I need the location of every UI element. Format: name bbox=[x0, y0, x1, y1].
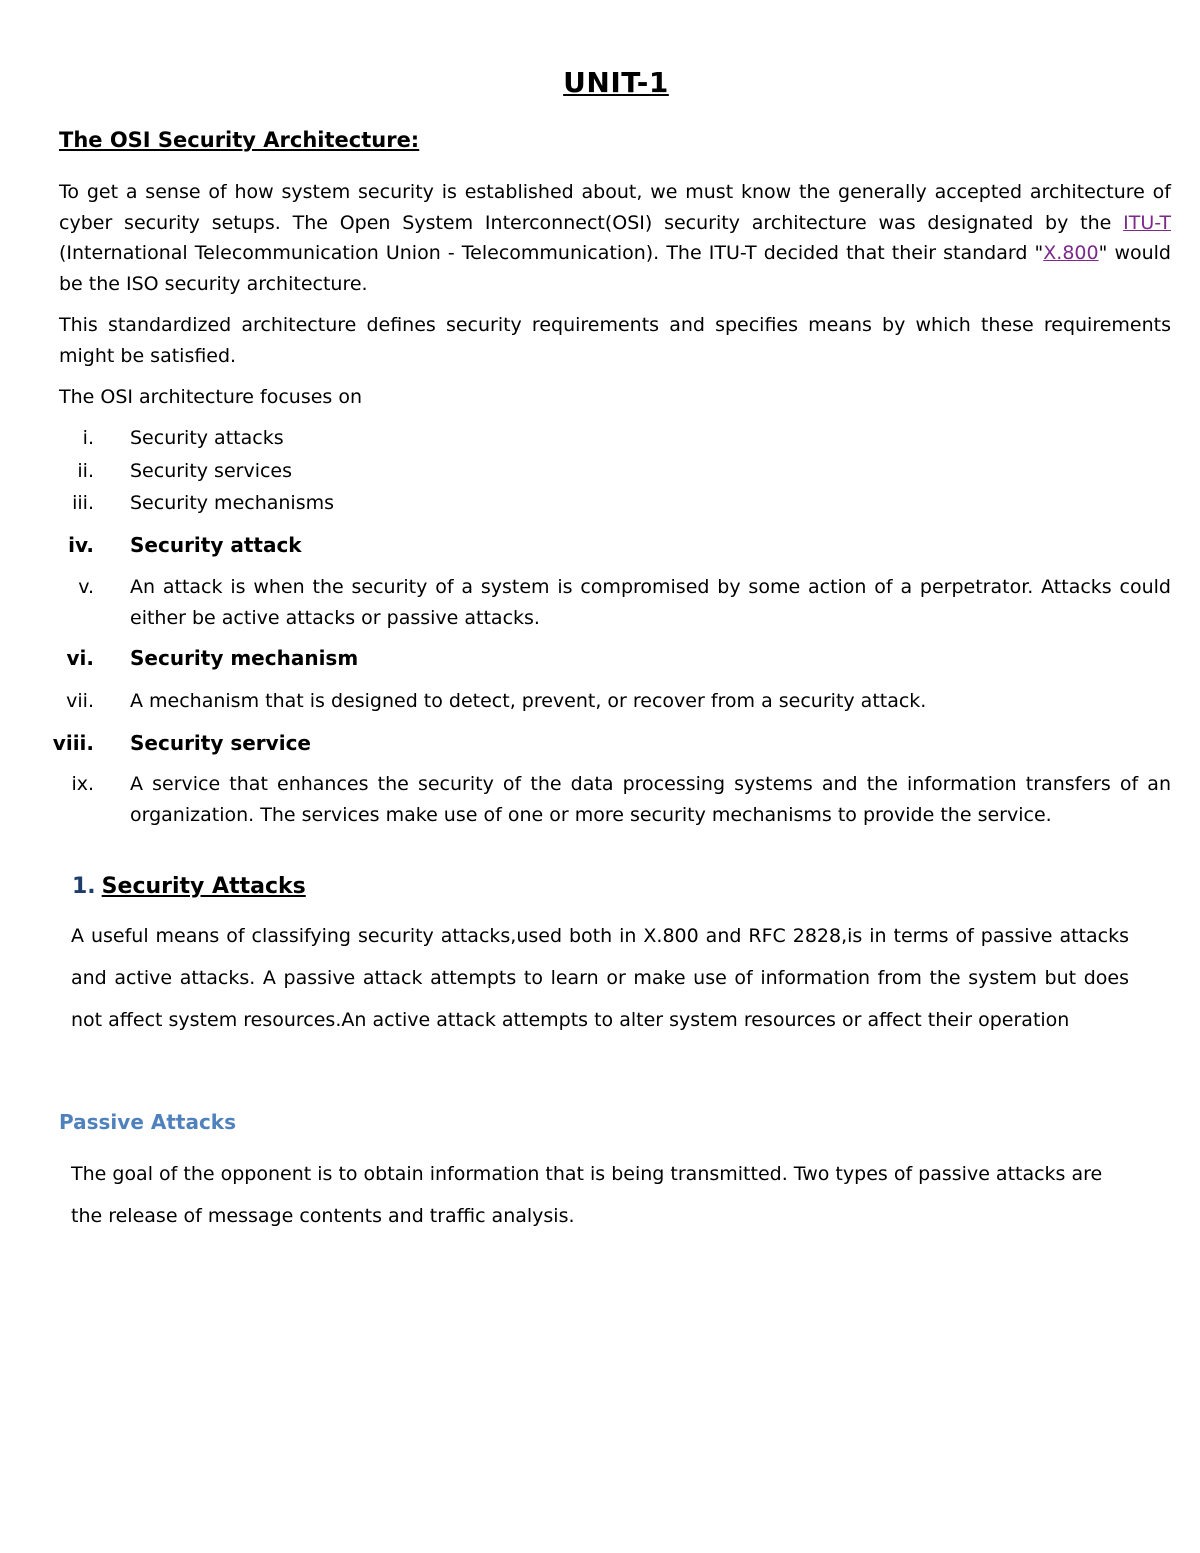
section-number: 1. bbox=[72, 874, 96, 899]
list-number: vi. bbox=[66, 646, 94, 670]
list-number: ii. bbox=[77, 460, 94, 482]
itu-t-link[interactable]: ITU-T bbox=[1123, 211, 1171, 234]
list-number: iii. bbox=[72, 492, 94, 514]
list-text: A mechanism that is designed to detect, prevent, or recover from a security attack. bbox=[130, 690, 927, 712]
list-number: viii. bbox=[52, 731, 94, 755]
list-heading: Security service bbox=[130, 731, 311, 755]
list-heading: Security mechanism bbox=[130, 646, 359, 670]
list-text: Security mechanisms bbox=[130, 492, 335, 514]
passive-attacks-heading: Passive Attacks bbox=[59, 1110, 237, 1134]
list-text: A service that enhances the security of the data processing systems and the information transfers of an organization. The services make use of one or more security mechanisms to provide the service. bbox=[130, 773, 1171, 826]
list-number: i. bbox=[82, 427, 94, 449]
unit-title: UNIT-1 bbox=[563, 66, 669, 99]
list-text: Security attacks bbox=[130, 427, 284, 449]
list-text: Security services bbox=[130, 460, 293, 482]
list-number: vii. bbox=[66, 690, 94, 712]
intro-paragraph bbox=[59, 177, 1171, 299]
focus-intro: The OSI architecture focuses on bbox=[59, 386, 363, 408]
standardized-paragraph: This standardized architecture defines security requirements and specifies means by which these requirements might be satisfied. bbox=[59, 314, 1171, 367]
section-heading bbox=[72, 874, 306, 899]
intro-text-2: (International Telecommunication Union - Telecommunication). The ITU-T decided that their standard " bbox=[59, 242, 1044, 264]
list-number: iv. bbox=[68, 533, 94, 557]
list-number: ix. bbox=[71, 773, 94, 795]
list-heading: Security attack bbox=[130, 533, 302, 557]
section-title: Security Attacks bbox=[101, 874, 306, 899]
intro-text-1: To get a sense of how system security is established about, we must know the generally accepted architecture of cyber security setups. The Open System Interconnect(OSI) security architecture was designated by the bbox=[59, 181, 1171, 234]
x800-link[interactable]: X.800 bbox=[1043, 242, 1099, 264]
list-text: An attack is when the security of a system is compromised by some action of a perpetrator. Attacks could either be active attacks or passive attacks. bbox=[130, 576, 1171, 629]
osi-heading: The OSI Security Architecture: bbox=[59, 128, 420, 152]
security-attacks-paragraph: A useful means of classifying security attacks,used both in X.800 and RFC 2828,is in terms of passive attacks and active attacks. A passive attack attempts to learn or make use of information from the system but does not affect system resources.An active attack attempts to alter system resources or affect their operation bbox=[71, 925, 1129, 1031]
intro-text-3: " would be the ISO security architecture. bbox=[59, 242, 1171, 295]
passive-attacks-paragraph: The goal of the opponent is to obtain information that is being transmitted. Two types of passive attacks are the release of message contents and traffic analysis. bbox=[71, 1163, 1103, 1227]
list-number: v. bbox=[78, 576, 94, 598]
